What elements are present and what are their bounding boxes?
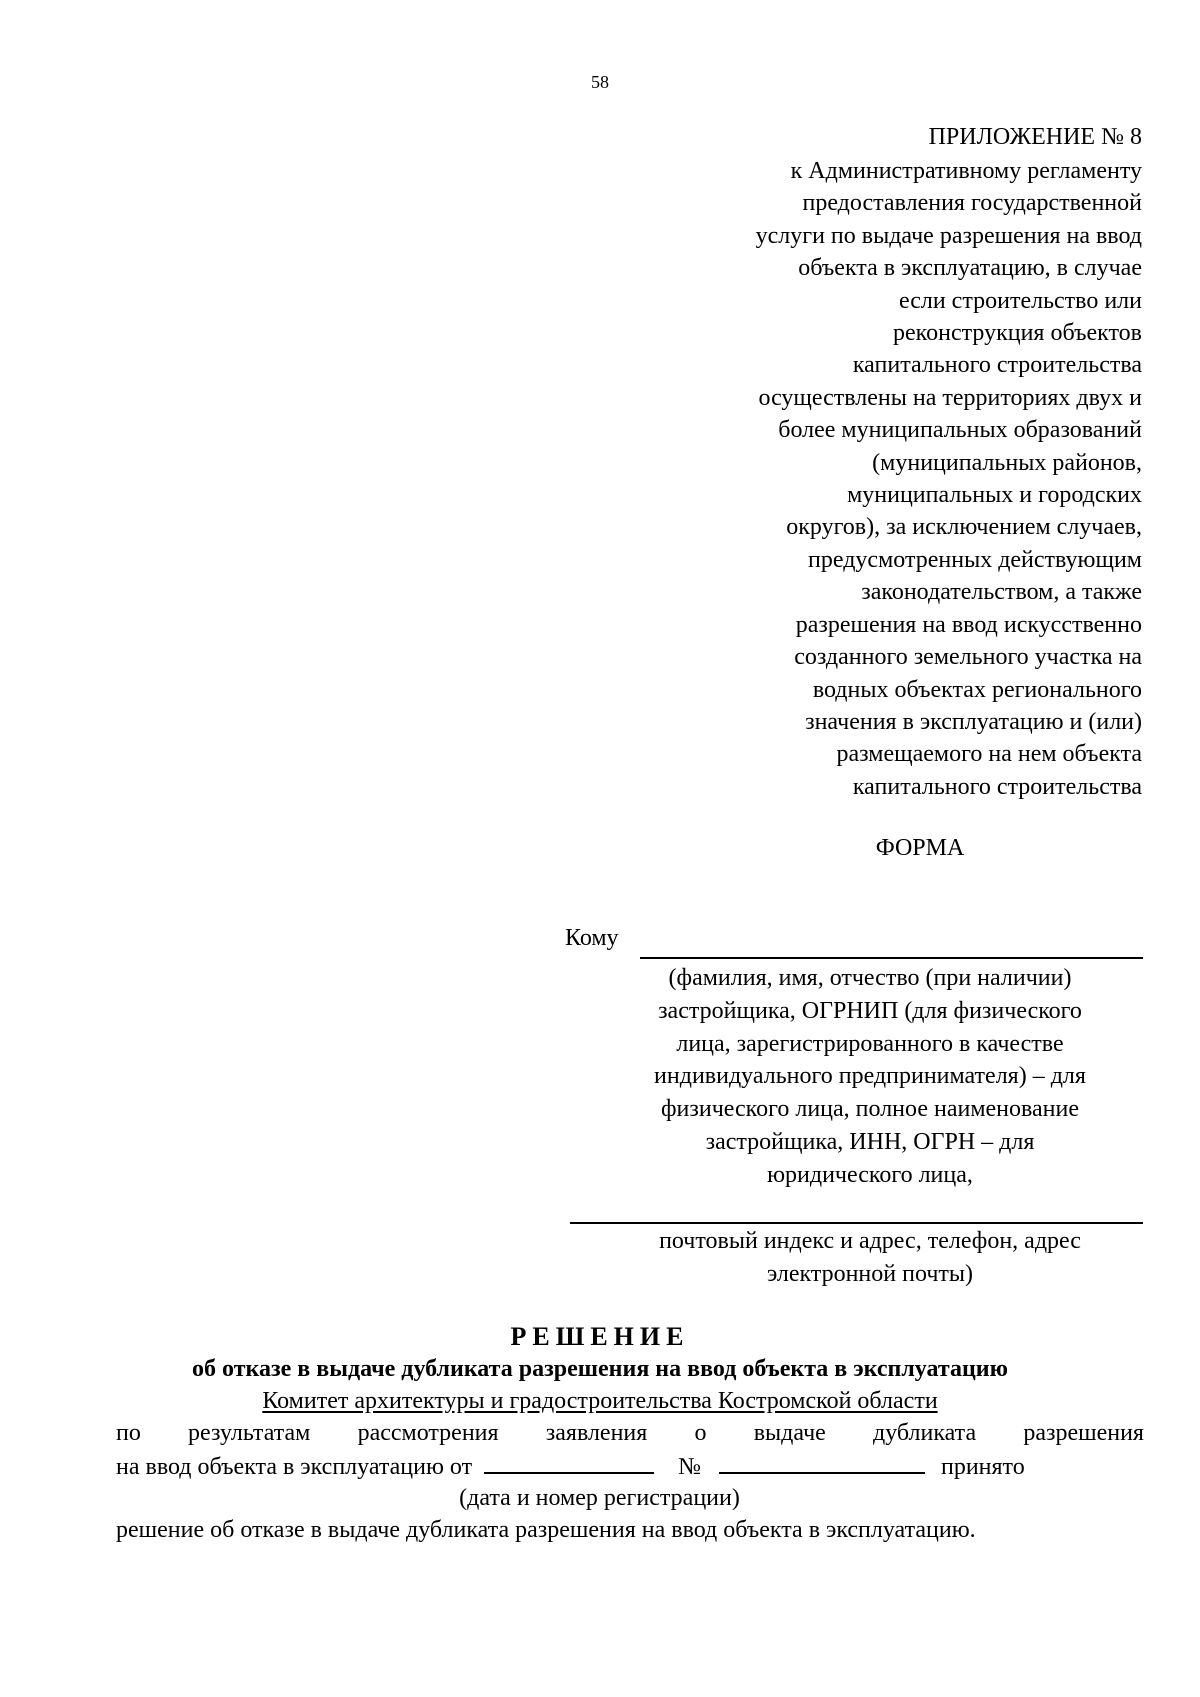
annex-line: к Административному регламенту: [790, 158, 1142, 184]
annex-line: округов), за исключением случаев,: [786, 514, 1142, 541]
recipient-name-field[interactable]: [640, 957, 1143, 959]
address-hint: [600, 1225, 1140, 1291]
annex-line: реконструкция объектов: [893, 320, 1142, 347]
annex-line: если строительство или: [898, 287, 1142, 314]
word: результатам: [188, 1420, 311, 1446]
decision-paragraph-line-2: [116, 1452, 1144, 1481]
decision-paragraph-line-1: [116, 1420, 1144, 1447]
recipient-address-field[interactable]: [570, 1222, 1143, 1224]
form-label: ФОРМА: [875, 835, 965, 861]
recipient-hint-line: юридического лица,: [767, 1161, 973, 1188]
annex-line: предоставления государственной: [802, 190, 1142, 217]
word: дубликата: [873, 1420, 977, 1446]
annex-line: услуги по выдаче разрешения на ввод: [755, 222, 1142, 249]
annex-line: осуществлены на территориях двух и: [758, 384, 1142, 411]
decision-subtitle: об отказе в выдаче дубликата разрешения на ввод объекта в эксплуатацию: [192, 1356, 1008, 1382]
registration-hint: (дата и номер регистрации): [459, 1485, 740, 1511]
recipient-hint-line: индивидуального предпринимателя) – для: [654, 1063, 1086, 1090]
annex-line: законодательством, а также: [861, 579, 1142, 606]
decision-title: РЕШЕНИЕ: [510, 1322, 690, 1351]
word: выдаче: [753, 1420, 826, 1446]
address-hint-line: почтовый индекс и адрес, телефон, адрес: [659, 1228, 1081, 1254]
annex-line: (муниципальных районов,: [872, 449, 1142, 476]
application-number-field[interactable]: [719, 1452, 925, 1474]
number-sign: №: [678, 1454, 701, 1480]
annex-description: [600, 155, 1142, 803]
address-hint-line: электронной почты): [766, 1261, 974, 1287]
recipient-hint-line: застройщика, ИНН, ОГРН – для: [705, 1128, 1035, 1155]
recipient-hint: [600, 962, 1140, 1192]
issuing-authority: [0, 1388, 1200, 1415]
issuing-authority-name: Комитет архитектуры и градостроительства Костромской области: [262, 1388, 938, 1414]
annex-line: капитального строительства: [852, 352, 1142, 379]
annex-line: значения в эксплуатацию и (или): [805, 708, 1142, 735]
annex-line: капитального строительства: [852, 773, 1142, 800]
annex-line: муниципальных и городских: [847, 482, 1142, 509]
annex-line: более муниципальных образований: [778, 417, 1142, 444]
annex-line: созданного земельного участка на: [794, 644, 1142, 671]
recipient-hint-line: застройщика, ОГРНИП (для физического: [658, 997, 1082, 1024]
annex-line: размещаемого на нем объекта: [836, 741, 1142, 768]
recipient-hint-line: лица, зарегистрированного в качестве: [676, 1030, 1064, 1057]
word: по: [116, 1420, 141, 1446]
word: разрешения: [1023, 1420, 1144, 1446]
word: о: [694, 1420, 707, 1446]
annex-line: разрешения на ввод искусственно: [795, 611, 1142, 638]
annex-title: ПРИЛОЖЕНИЕ № 8: [928, 124, 1142, 150]
application-date-prefix: на ввод объекта в эксплуатацию от: [116, 1454, 473, 1480]
page-number: 58: [591, 72, 609, 92]
accepted-word: принято: [940, 1454, 1025, 1480]
annex-line: водных объектах регионального: [812, 676, 1142, 703]
annex-line: объекта в эксплуатацию, в случае: [798, 255, 1142, 282]
recipient-hint-line: (фамилия, имя, отчество (при наличии): [668, 965, 1072, 991]
recipient-hint-line: физического лица, полное наименование: [660, 1096, 1080, 1123]
word: заявления: [545, 1420, 648, 1446]
annex-line: предусмотренных действующим: [808, 546, 1142, 573]
recipient-label: Кому: [565, 925, 619, 951]
word: рассмотрения: [357, 1420, 499, 1446]
decision-final-text: решение об отказе в выдаче дубликата разрешения на ввод объекта в эксплуатацию.: [116, 1517, 976, 1543]
application-date-field[interactable]: [484, 1452, 654, 1474]
